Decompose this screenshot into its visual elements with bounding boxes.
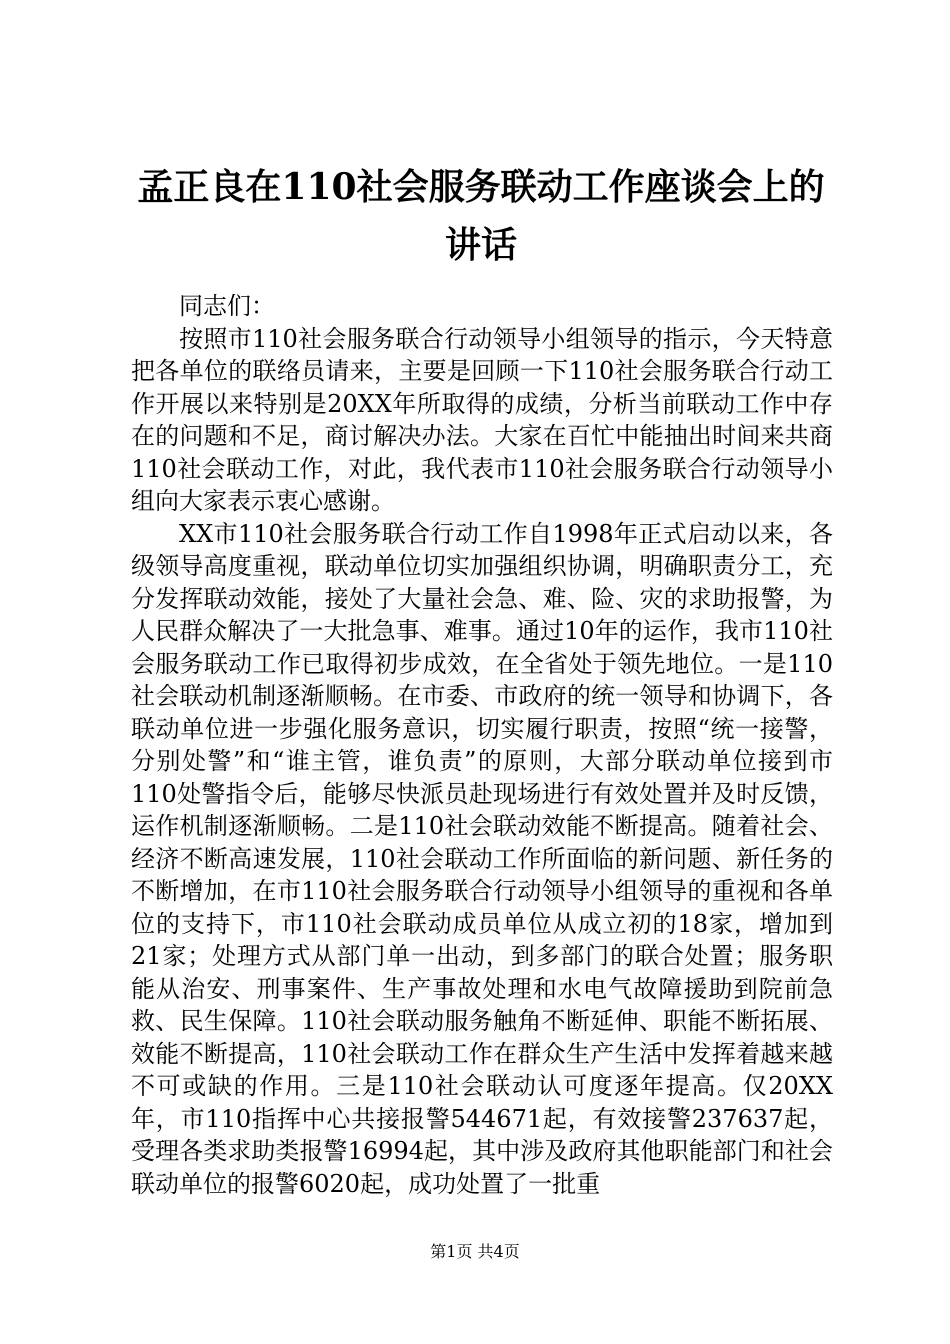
page-footer: 第1页 共4页 — [430, 1242, 520, 1261]
page-title: 孟正良在110社会服务联动工作座谈会上的讲话 — [137, 166, 825, 266]
document-body — [131, 290, 833, 1200]
salutation: 同志们： — [179, 292, 275, 320]
paragraph-2: XX市110社会服务联合行动工作自1998年正式启动以来，各级领导高度重视，联动单位切实加强组织协调，明确职责分工，充分发挥联动效能，接处了大量社会急、难、险、灾的求助报警，为人民群众解决了一大批急事、难事。通过10年的运作，我市110社会服务联动工作已取得初步成效，在全省处于领先地位。一是110社会联动机制逐渐顺畅。在市委、市政府的统一领导和协调下，各联动单位进一步强化服务意识，切实履行职责，按照“统一接警，分别处警”和“谁主管，谁负责”的原则，大部分联动单位接到市110处警指令后，能够尽快派员赴现场进行有效处置并及时反馈，运作机制逐渐顺畅。二是110社会联动效能不断提高。随着社会、经济不断高速发展，110社会联动工作所面临的新问题、新任务的不断增加，在市110社会服务联合行动领导小组领导的重视和各单位的支持下，市110社会联动成员单位从成立初的18家，增加到21家；处理方式从部门单一出动，到多部门的联合处置；服务职能从治安、刑事案件、生产事故处理和水电气故障援助到院前急救、民生保障。110社会联动服务触角不断延伸、职能不断拓展、效能不断提高，110社会联动工作在群众生产生活中发挥着越来越不可或缺的作用。三是110社会联动认可度逐年提高。仅20XX年，市110指挥中心共接报警544671起，有效接警237637起，受理各类求助类报警16994起，其中涉及政府其他职能部门和社会联动单位的报警6020起，成功处置了一批重 — [131, 519, 833, 1198]
paragraph-1: 按照市110社会服务联合行动领导小组领导的指示，今天特意把各单位的联络员请来，主要是回顾一下110社会服务联合行动工作开展以来特别是20XX年所取得的成绩，分析当前联动工作中存在的问题和不足，商讨解决办法。大家在百忙中能抽出时间来共商110社会联动工作，对此，我代表市110社会服务联合行动领导小组向大家表示衷心感谢。 — [131, 324, 833, 515]
